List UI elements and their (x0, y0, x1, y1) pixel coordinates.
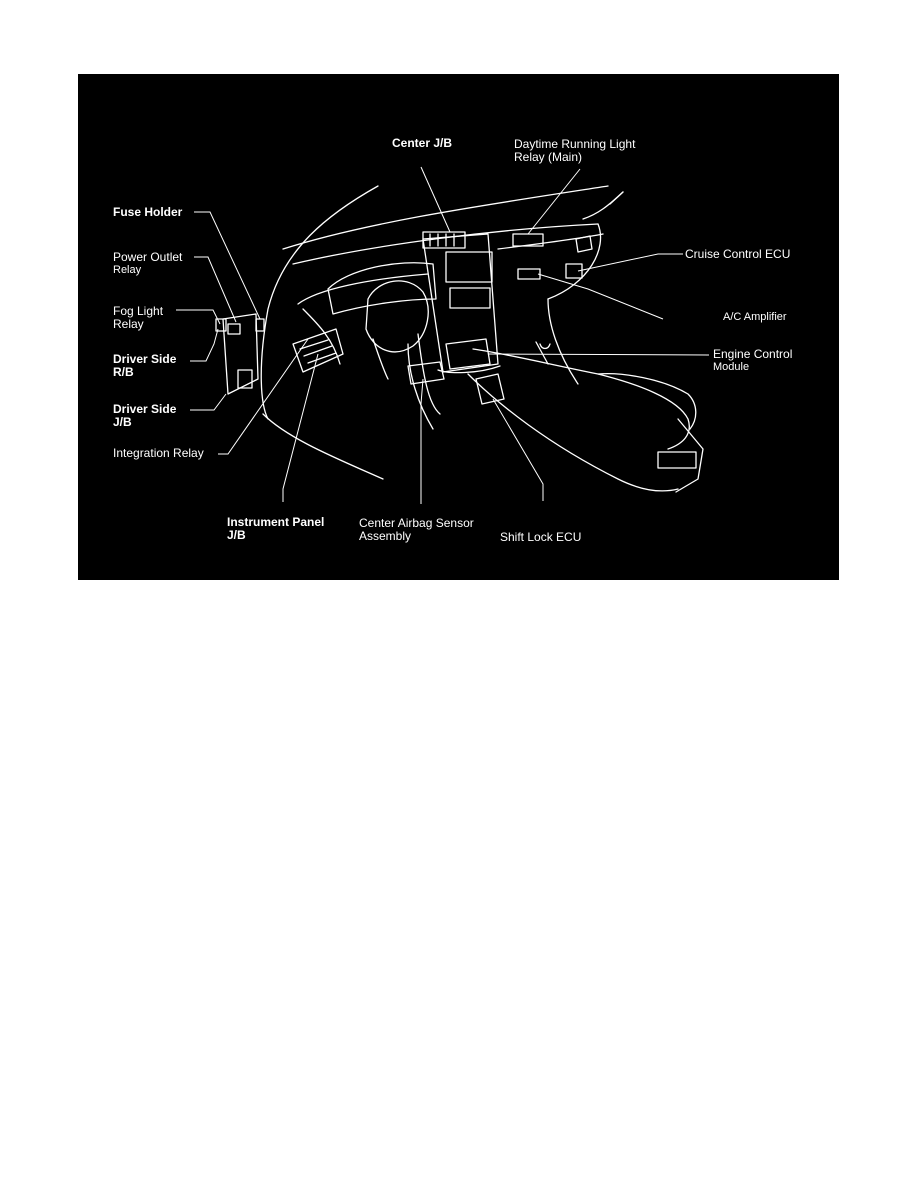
leader-ac-amp (538, 274, 663, 319)
label-center-jb (392, 137, 452, 150)
floor-console (473, 349, 689, 449)
armrest (598, 374, 696, 429)
label-shift-lock-text: Shift Lock ECU (500, 530, 582, 544)
label-cruise-control-text: Cruise Control ECU (685, 247, 791, 261)
label-center-airbag-sensor (359, 517, 474, 543)
label-ac-amplifier-text: A/C Amplifier (723, 311, 787, 323)
label-daytime-relay (514, 138, 635, 164)
leader-fog-light (176, 310, 220, 324)
knee-panel (303, 309, 340, 364)
shift-lock-box (476, 374, 504, 404)
label-power-outlet-line2: Relay (113, 264, 142, 276)
label-integration-relay (113, 447, 204, 460)
label-ecm-line2: Module (713, 361, 750, 373)
leader-shift-lock (493, 399, 543, 501)
dashboard-right-lower (548, 299, 578, 384)
label-fog-light-line2: Relay (113, 317, 144, 331)
label-cruise-control-ecu (685, 248, 790, 261)
leader-airbag (421, 379, 423, 504)
label-engine-control-module (713, 348, 792, 374)
dashboard-curve-lower (298, 274, 428, 304)
console-side (468, 374, 678, 491)
leader-fuse-holder (194, 212, 260, 319)
ac-amp-box (518, 269, 540, 279)
leader-driver-rb (190, 329, 218, 361)
climate-panel (450, 288, 490, 308)
label-driver-rb-line1: Driver Side (113, 352, 177, 366)
label-fuse-holder (113, 206, 182, 219)
leader-driver-jb (190, 394, 226, 410)
label-integration-relay-text: Integration Relay (113, 446, 204, 460)
label-power-outlet-line1: Power Outlet (113, 250, 183, 264)
leader-power-outlet (194, 257, 236, 322)
console-rear-vent (658, 452, 696, 468)
airbag-sensor-box (408, 362, 444, 384)
leader-ecm (488, 354, 709, 355)
ecm-box (446, 339, 490, 369)
label-driver-side-rb (113, 353, 176, 379)
leader-center-jb (421, 167, 450, 232)
leader-instrument-panel (283, 354, 318, 502)
label-daytime-line1: Daytime Running Light (514, 137, 636, 151)
label-driver-side-jb (113, 403, 176, 429)
label-airbag-line1: Center Airbag Sensor (359, 516, 474, 530)
dashboard-top-curve (261, 186, 378, 419)
vent-right (576, 236, 592, 252)
label-power-outlet-relay (113, 251, 182, 277)
label-driver-rb-line2: R/B (113, 365, 134, 379)
steering-column (373, 339, 388, 379)
label-driver-jb-line2: J/B (113, 415, 132, 429)
label-ecm-line1: Engine Control (713, 347, 793, 361)
label-driver-jb-line1: Driver Side (113, 402, 177, 416)
label-center-jb-text: Center J/B (392, 136, 453, 150)
label-daytime-line2: Relay (Main) (514, 150, 583, 164)
component-location-diagram (78, 74, 839, 580)
dashboard-lower-left (263, 414, 383, 479)
leader-lines (176, 167, 709, 504)
label-instrument-panel-line2: J/B (227, 528, 246, 542)
label-instrument-panel-line1: Instrument Panel (227, 515, 325, 529)
label-fuse-holder-text: Fuse Holder (113, 205, 183, 219)
label-shift-lock-ecu (500, 531, 581, 544)
windshield-pillar (583, 192, 623, 219)
radio-unit (446, 252, 492, 282)
leader-daytime (528, 169, 580, 234)
label-instrument-panel-jb (227, 516, 324, 542)
dashboard-line-drawing (78, 74, 839, 580)
label-fog-light-relay (113, 305, 163, 331)
label-ac-amplifier (723, 311, 787, 324)
shifter (536, 342, 550, 364)
label-airbag-line2: Assembly (359, 529, 412, 543)
label-fog-light-line1: Fog Light (113, 304, 164, 318)
